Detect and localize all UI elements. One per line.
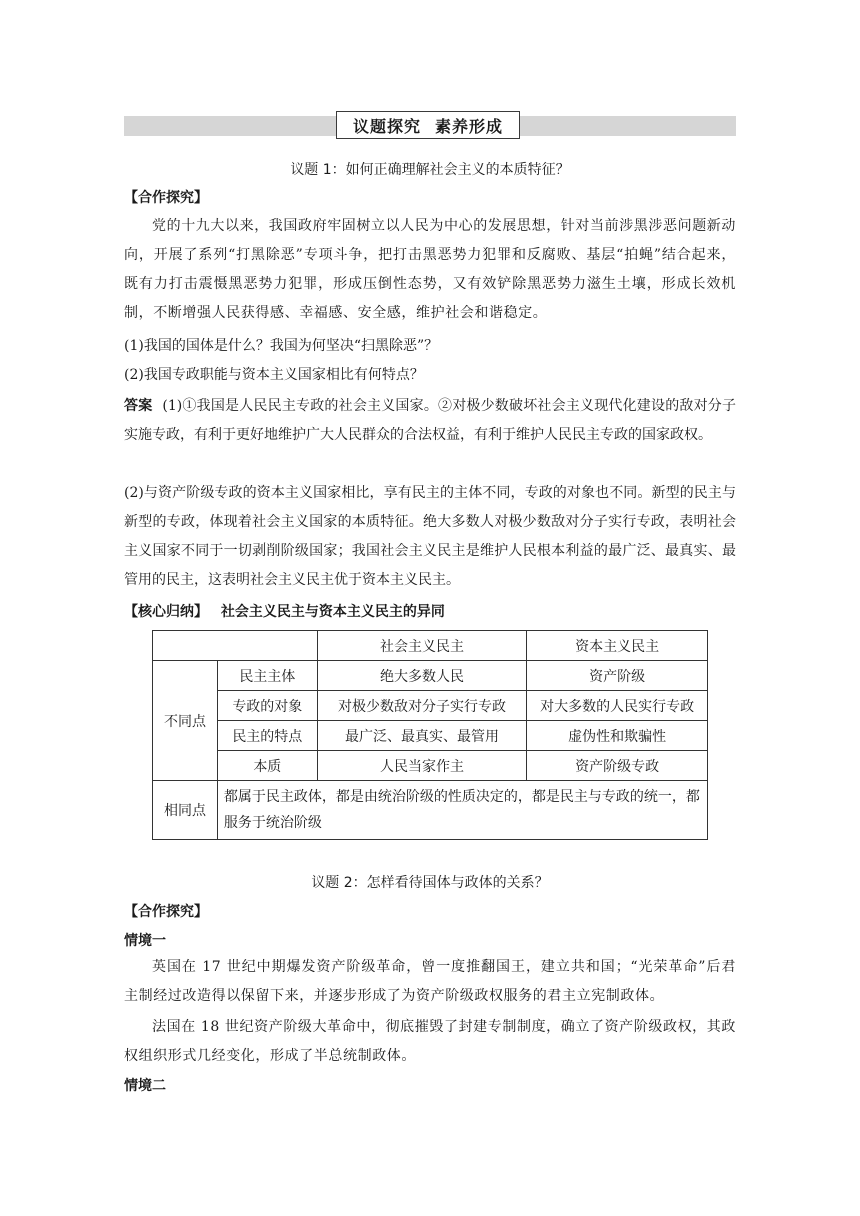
capitalist-cell: 对大多数的人民实行专政 bbox=[527, 691, 708, 721]
topic1-passage: 党的十九大以来，我国政府牢固树立以人民为中心的发展思想，针对当前涉黑涉恶问题新动向，开展了系列“打黑除恶”专项斗争，把打击黑恶势力犯罪和反腐败、基层“拍蝇”结合起来，既有力打击震慑黑恶势力犯罪，形成压倒性态势，又有效铲除黑恶势力滋生土壤，形成长效机制，不断增强人民获得感、幸福感、安全感，维护社会和谐稳定。 bbox=[124, 218, 736, 321]
scene2-heading: 情境二 bbox=[124, 1078, 166, 1094]
scene1-heading: 情境一 bbox=[124, 933, 166, 949]
answer-label: 答案 bbox=[124, 398, 153, 414]
row-label: 民主主体 bbox=[217, 661, 317, 691]
diff-label-cell: 不同点 bbox=[153, 661, 218, 781]
section-banner bbox=[124, 108, 736, 140]
summary-title: 社会主义民主与资本主义民主的异同 bbox=[220, 604, 445, 620]
topic1-title: 议题 1：如何正确理解社会主义的本质特征？ bbox=[290, 162, 570, 178]
table-col-header: 社会主义民主 bbox=[317, 631, 527, 661]
row-label: 民主的特点 bbox=[217, 721, 317, 751]
table-col-header: 资本主义民主 bbox=[527, 631, 708, 661]
topic1-question1: (1)我国的国体是什么？我国为何坚决“扫黑除恶”？ bbox=[124, 338, 439, 354]
capitalist-cell: 资产阶级 bbox=[527, 661, 708, 691]
table-row bbox=[153, 781, 708, 840]
capitalist-cell: 资产阶级专政 bbox=[527, 751, 708, 781]
scene1-paragraph2: 法国在 18 世纪资产阶级大革命中，彻底摧毁了封建专制制度，确立了资产阶级政权，其政权组织形式几经变化，形成了半总统制政体。 bbox=[124, 1019, 736, 1064]
table-row bbox=[153, 691, 708, 721]
topic1-answer1-block bbox=[124, 392, 736, 450]
table-header-row bbox=[153, 631, 708, 661]
socialist-cell: 对极少数敌对分子实行专政 bbox=[317, 691, 527, 721]
capitalist-cell: 虚伪性和欺骗性 bbox=[527, 721, 708, 751]
socialist-cell: 最广泛、最真实、最管用 bbox=[317, 721, 527, 751]
topic2-title: 议题 2：怎样看待国体与政体的关系？ bbox=[311, 875, 549, 891]
banner-title-part2: 素养形成 bbox=[435, 116, 504, 136]
table-row bbox=[153, 751, 708, 781]
same-text-cell: 都属于民主政体，都是由统治阶级的性质决定的，都是民主与专政的统一，都服务于统治阶级 bbox=[217, 781, 707, 840]
row-label: 本质 bbox=[217, 751, 317, 781]
table-row bbox=[153, 661, 708, 691]
topic2-coop-heading: 【合作探究】 bbox=[124, 904, 208, 920]
topic1-answer2: (2)与资产阶级专政的资本主义国家相比，享有民主的主体不同，专政的对象也不同。新型的民主与新型的专政，体现着社会主义国家的本质特征。绝大多数人对极少数敌对分子实行专政，表明社会主义国家不同于一切剥削阶级国家；我国社会主义民主是维护人民根本利益的最广泛、最真实、最管用的民主，这表明社会主义民主优于资本主义民主。 bbox=[124, 485, 736, 588]
summary-heading-line bbox=[124, 601, 445, 621]
topic1-question2: (2)我国专政职能与资本主义国家相比有何特点？ bbox=[124, 367, 424, 383]
socialist-cell: 人民当家作主 bbox=[317, 751, 527, 781]
row-label: 专政的对象 bbox=[217, 691, 317, 721]
table-row bbox=[153, 721, 708, 751]
banner-title-part1: 议题探究 bbox=[352, 116, 421, 136]
topic1-answer1: (1)①我国是人民民主专政的社会主义国家。②对极少数破坏社会主义现代化建设的敌对分子实施专政，有利于更好地维护广大人民群众的合法权益，有利于维护人民民主专政的国家政权。 bbox=[124, 398, 736, 443]
scene1-paragraph1: 英国在 17 世纪中期爆发资产阶级革命，曾一度推翻国王，建立共和国；“光荣革命”后君主制经过改造得以保留下来，并逐步形成了为资产阶级政权服务的君主立宪制政体。 bbox=[124, 959, 736, 1004]
topic1-coop-heading: 【合作探究】 bbox=[124, 190, 208, 206]
same-label-cell: 相同点 bbox=[153, 781, 218, 840]
table-corner-cell bbox=[153, 631, 318, 661]
comparison-table bbox=[152, 630, 708, 840]
banner-title bbox=[336, 111, 520, 139]
socialist-cell: 绝大多数人民 bbox=[317, 661, 527, 691]
summary-heading: 【核心归纳】 bbox=[124, 604, 208, 620]
